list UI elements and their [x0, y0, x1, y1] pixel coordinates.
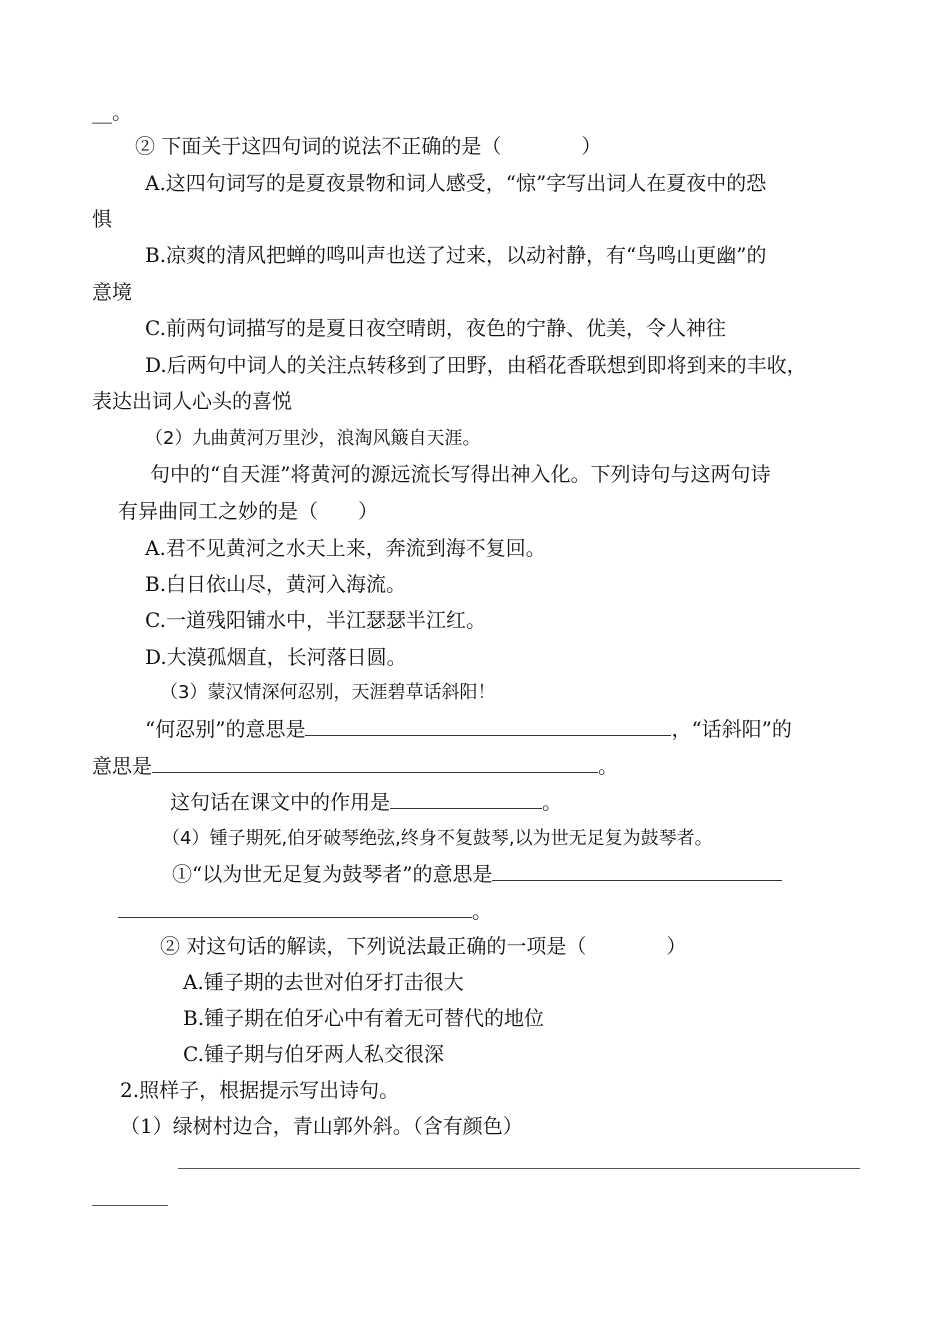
- fill-label: “何忍别”的意思是: [145, 717, 306, 741]
- option-d-cont: 表达出词人心头的喜悦: [92, 389, 292, 413]
- answer-blank[interactable]: [390, 790, 542, 809]
- line-blank-end: __。: [92, 100, 132, 124]
- fill-end: 。: [598, 754, 618, 778]
- poem-line-2: （2）九曲黄河万里沙，浪淘风簸自天涯。: [145, 428, 481, 449]
- fill-question-1: [145, 717, 792, 741]
- fill-question-3-cont: [118, 899, 492, 923]
- question-text: 句中的“自天涯”将黄河的源远流长写得出神入化。下列诗句与这两句诗: [150, 462, 771, 486]
- fill-question-2: [170, 790, 562, 814]
- answer-blank[interactable]: [152, 754, 598, 773]
- option-c: C.锺子期与伯牙两人私交很深: [183, 1042, 444, 1066]
- passage-line-4: （4）锺子期死,伯牙破琴绝弦,终身不复鼓琴,以为世无足复为鼓琴者。: [162, 828, 713, 849]
- fill-label-cont: ，“话斜阳”的: [671, 717, 792, 741]
- question-2-prompt: ② 下面关于这四句词的说法不正确的是（ ）: [135, 134, 602, 158]
- option-b: B.锺子期在伯牙心中有着无可替代的地位: [183, 1006, 545, 1030]
- section-2-heading: 2.照样子，根据提示写出诗句。: [120, 1078, 400, 1102]
- answer-line[interactable]: [92, 1205, 168, 1206]
- fill-label: 意思是: [92, 754, 152, 778]
- answer-line[interactable]: [178, 1168, 860, 1169]
- option-a: A.君不见黄河之水天上来，奔流到海不复回。: [145, 536, 546, 560]
- option-a: A.这四句词写的是夏夜景物和词人感受，“惊”字写出词人在夏夜中的恐: [145, 171, 767, 195]
- answer-blank[interactable]: [492, 862, 782, 881]
- question-text-cont: 有异曲同工之妙的是（ ）: [118, 499, 378, 523]
- answer-blank[interactable]: [305, 717, 671, 736]
- question-4-prompt: ② 对这句话的解读，下列说法最正确的一项是（ ）: [160, 934, 687, 958]
- option-a: A.锺子期的去世对伯牙打击很大: [183, 970, 464, 994]
- poem-line-3: （3）蒙汉情深何忍别，天涯碧草话斜阳！: [160, 682, 496, 703]
- option-c: C.前两句词描写的是夏日夜空晴朗，夜色的宁静、优美，令人神往: [145, 316, 726, 340]
- fill-end: 。: [472, 899, 492, 923]
- option-a-cont: 惧: [92, 207, 112, 231]
- option-c: C.一道残阳铺水中，半江瑟瑟半江红。: [145, 608, 486, 632]
- option-b: B.白日依山尽，黄河入海流。: [145, 572, 407, 596]
- fill-question-3: [172, 862, 782, 886]
- option-b-cont: 意境: [92, 280, 132, 304]
- section-2-item-1: （1）绿树村边合，青山郭外斜。（含有颜色）: [120, 1114, 523, 1138]
- answer-blank[interactable]: [118, 899, 472, 918]
- fill-label: 这句话在课文中的作用是: [170, 790, 390, 814]
- option-d: D.后两句中词人的关注点转移到了田野，由稻花香联想到即将到来的丰收，: [145, 353, 807, 377]
- fill-label: ①“以为世无足复为鼓琴者”的意思是: [172, 862, 493, 886]
- fill-question-1-cont: [92, 754, 618, 778]
- option-b: B.凉爽的清风把蝉的鸣叫声也送了过来，以动衬静，有“鸟鸣山更幽”的: [145, 243, 767, 267]
- fill-end: 。: [542, 790, 562, 814]
- option-d: D.大漠孤烟直，长河落日圆。: [145, 645, 407, 669]
